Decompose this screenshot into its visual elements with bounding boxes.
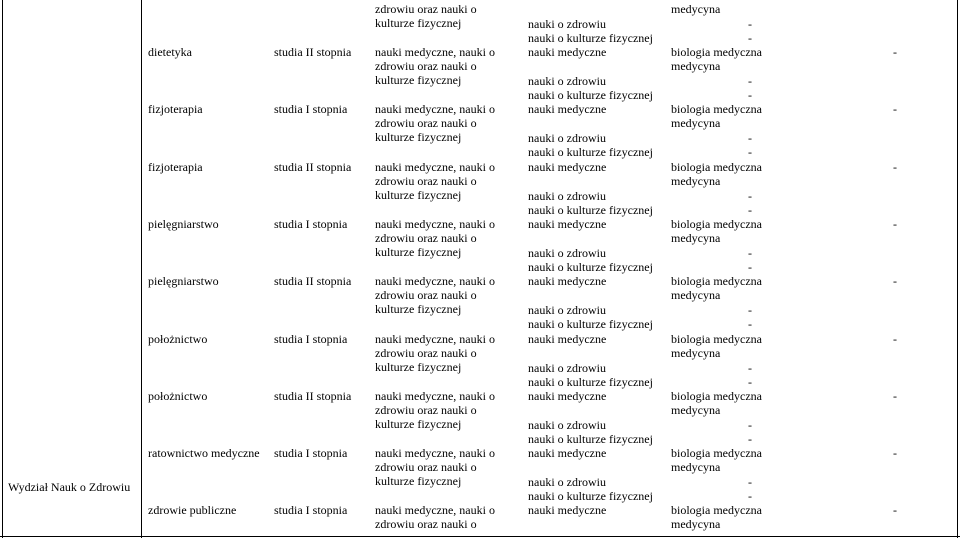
field-text: nauki o kulturze fizycznej bbox=[528, 260, 653, 274]
field-text: nauki medyczne bbox=[528, 102, 607, 116]
field-text: nauki medyczne bbox=[528, 503, 607, 517]
grid-line bbox=[0, 536, 960, 537]
discipline-text: biologia medyczna bbox=[671, 160, 762, 174]
dash-text: - bbox=[748, 17, 752, 31]
areas-text: nauki medyczne, nauki o bbox=[375, 45, 495, 59]
areas-text: nauki medyczne, nauki o bbox=[375, 389, 495, 403]
field-text: nauki medyczne bbox=[528, 332, 607, 346]
dash-text: - bbox=[748, 189, 752, 203]
discipline-text: biologia medyczna bbox=[671, 274, 762, 288]
field-text: nauki o zdrowiu bbox=[528, 246, 606, 260]
areas-text: zdrowiu oraz nauki o bbox=[375, 2, 477, 16]
discipline-text: biologia medyczna bbox=[671, 102, 762, 116]
faculty-cell bbox=[0, 0, 140, 538]
dash-text: - bbox=[893, 217, 897, 231]
dash-text: - bbox=[748, 489, 752, 503]
discipline-text: biologia medyczna bbox=[671, 446, 762, 460]
field-text: nauki o kulturze fizycznej bbox=[528, 88, 653, 102]
field-text: nauki o zdrowiu bbox=[528, 303, 606, 317]
areas-text: kulturze fizycznej bbox=[375, 474, 462, 488]
program-name: pielęgniarstwo bbox=[148, 217, 219, 231]
areas-text: zdrowiu oraz nauki o bbox=[375, 517, 477, 531]
areas-text: zdrowiu oraz nauki o bbox=[375, 174, 477, 188]
areas-text: kulturze fizycznej bbox=[375, 360, 462, 374]
field-text: nauki o kulturze fizycznej bbox=[528, 489, 653, 503]
program-level: studia I stopnia bbox=[274, 102, 348, 116]
field-text: nauki o kulturze fizycznej bbox=[528, 145, 653, 159]
program-name: położnictwo bbox=[148, 332, 208, 346]
dash-text: - bbox=[893, 274, 897, 288]
program-level: studia I stopnia bbox=[274, 503, 348, 517]
areas-text: nauki medyczne, nauki o bbox=[375, 274, 495, 288]
areas-text: zdrowiu oraz nauki o bbox=[375, 346, 477, 360]
dash-text: - bbox=[748, 145, 752, 159]
dash-text: - bbox=[748, 203, 752, 217]
grid-line bbox=[141, 0, 142, 538]
discipline-text: medycyna bbox=[671, 288, 721, 302]
areas-text: nauki medyczne, nauki o bbox=[375, 332, 495, 346]
field-text: nauki medyczne bbox=[528, 389, 607, 403]
areas-text: zdrowiu oraz nauki o bbox=[375, 288, 477, 302]
dash-text: - bbox=[748, 475, 752, 489]
dash-text: - bbox=[748, 361, 752, 375]
program-name: zdrowie publiczne bbox=[148, 503, 237, 517]
field-text: nauki o kulturze fizycznej bbox=[528, 375, 653, 389]
areas-text: kulturze fizycznej bbox=[375, 302, 462, 316]
program-level: studia II stopnia bbox=[274, 389, 352, 403]
areas-text: zdrowiu oraz nauki o bbox=[375, 231, 477, 245]
discipline-text: biologia medyczna bbox=[671, 217, 762, 231]
field-text: nauki medyczne bbox=[528, 217, 607, 231]
dash-text: - bbox=[748, 131, 752, 145]
program-name: ratownictwo medyczne bbox=[148, 446, 260, 460]
dash-text: - bbox=[893, 45, 897, 59]
areas-text: zdrowiu oraz nauki o bbox=[375, 116, 477, 130]
dash-text: - bbox=[893, 332, 897, 346]
areas-text: nauki medyczne, nauki o bbox=[375, 102, 495, 116]
discipline-text: medycyna bbox=[671, 116, 721, 130]
field-text: nauki o kulturze fizycznej bbox=[528, 31, 653, 45]
field-text: nauki o zdrowiu bbox=[528, 418, 606, 432]
program-name: położnictwo bbox=[148, 389, 208, 403]
dash-text: - bbox=[893, 503, 897, 517]
field-text: nauki o zdrowiu bbox=[528, 361, 606, 375]
dash-text: - bbox=[893, 446, 897, 460]
areas-text: kulturze fizycznej bbox=[375, 73, 462, 87]
areas-text: kulturze fizycznej bbox=[375, 188, 462, 202]
discipline-text: medycyna bbox=[671, 59, 721, 73]
faculty-name: Wydział Nauk o Zdrowiu bbox=[8, 480, 131, 494]
discipline-text: medycyna bbox=[671, 231, 721, 245]
field-text: nauki medyczne bbox=[528, 274, 607, 288]
field-text: nauki medyczne bbox=[528, 160, 607, 174]
field-text: nauki o zdrowiu bbox=[528, 189, 606, 203]
program-name: fizjoterapia bbox=[148, 160, 203, 174]
dash-text: - bbox=[748, 303, 752, 317]
areas-text: kulturze fizycznej bbox=[375, 245, 462, 259]
areas-text: zdrowiu oraz nauki o bbox=[375, 460, 477, 474]
field-text: nauki o zdrowiu bbox=[528, 475, 606, 489]
program-level: studia II stopnia bbox=[274, 160, 352, 174]
program-name: fizjoterapia bbox=[148, 102, 203, 116]
areas-text: nauki medyczne, nauki o bbox=[375, 160, 495, 174]
dash-text: - bbox=[748, 375, 752, 389]
areas-text: nauki medyczne, nauki o bbox=[375, 217, 495, 231]
areas-text: nauki medyczne, nauki o bbox=[375, 503, 495, 517]
dash-text: - bbox=[748, 74, 752, 88]
discipline-text: medycyna bbox=[671, 346, 721, 360]
field-text: nauki o zdrowiu bbox=[528, 131, 606, 145]
areas-text: zdrowiu oraz nauki o bbox=[375, 59, 477, 73]
dash-text: - bbox=[893, 389, 897, 403]
dash-text: - bbox=[748, 418, 752, 432]
dash-text: - bbox=[748, 260, 752, 274]
dash-text: - bbox=[748, 432, 752, 446]
grid-line bbox=[957, 0, 958, 538]
program-level: studia II stopnia bbox=[274, 45, 352, 59]
areas-text: kulturze fizycznej bbox=[375, 417, 462, 431]
dash-text: - bbox=[893, 102, 897, 116]
discipline-text: medycyna bbox=[671, 2, 721, 16]
field-text: nauki medyczne bbox=[528, 446, 607, 460]
discipline-text: biologia medyczna bbox=[671, 332, 762, 346]
discipline-text: medycyna bbox=[671, 403, 721, 417]
dash-text: - bbox=[748, 317, 752, 331]
field-text: nauki o zdrowiu bbox=[528, 17, 606, 31]
areas-text: kulturze fizycznej bbox=[375, 130, 462, 144]
program-name: dietetyka bbox=[148, 45, 192, 59]
dash-text: - bbox=[748, 31, 752, 45]
discipline-text: biologia medyczna bbox=[671, 389, 762, 403]
dash-text: - bbox=[893, 160, 897, 174]
areas-text: zdrowiu oraz nauki o bbox=[375, 403, 477, 417]
field-text: nauki o zdrowiu bbox=[528, 74, 606, 88]
discipline-text: medycyna bbox=[671, 174, 721, 188]
discipline-text: medycyna bbox=[671, 517, 721, 531]
field-text: nauki o kulturze fizycznej bbox=[528, 317, 653, 331]
areas-text: nauki medyczne, nauki o bbox=[375, 446, 495, 460]
program-level: studia II stopnia bbox=[274, 274, 352, 288]
program-name: pielęgniarstwo bbox=[148, 274, 219, 288]
field-text: nauki o kulturze fizycznej bbox=[528, 432, 653, 446]
program-level: studia I stopnia bbox=[274, 332, 348, 346]
field-text: nauki medyczne bbox=[528, 45, 607, 59]
discipline-text: medycyna bbox=[671, 460, 721, 474]
field-text: nauki o kulturze fizycznej bbox=[528, 203, 653, 217]
program-level: studia I stopnia bbox=[274, 446, 348, 460]
dash-text: - bbox=[748, 88, 752, 102]
program-level: studia I stopnia bbox=[274, 217, 348, 231]
discipline-text: biologia medyczna bbox=[671, 503, 762, 517]
discipline-text: biologia medyczna bbox=[671, 45, 762, 59]
areas-text: kulturze fizycznej bbox=[375, 16, 462, 30]
dash-text: - bbox=[748, 246, 752, 260]
